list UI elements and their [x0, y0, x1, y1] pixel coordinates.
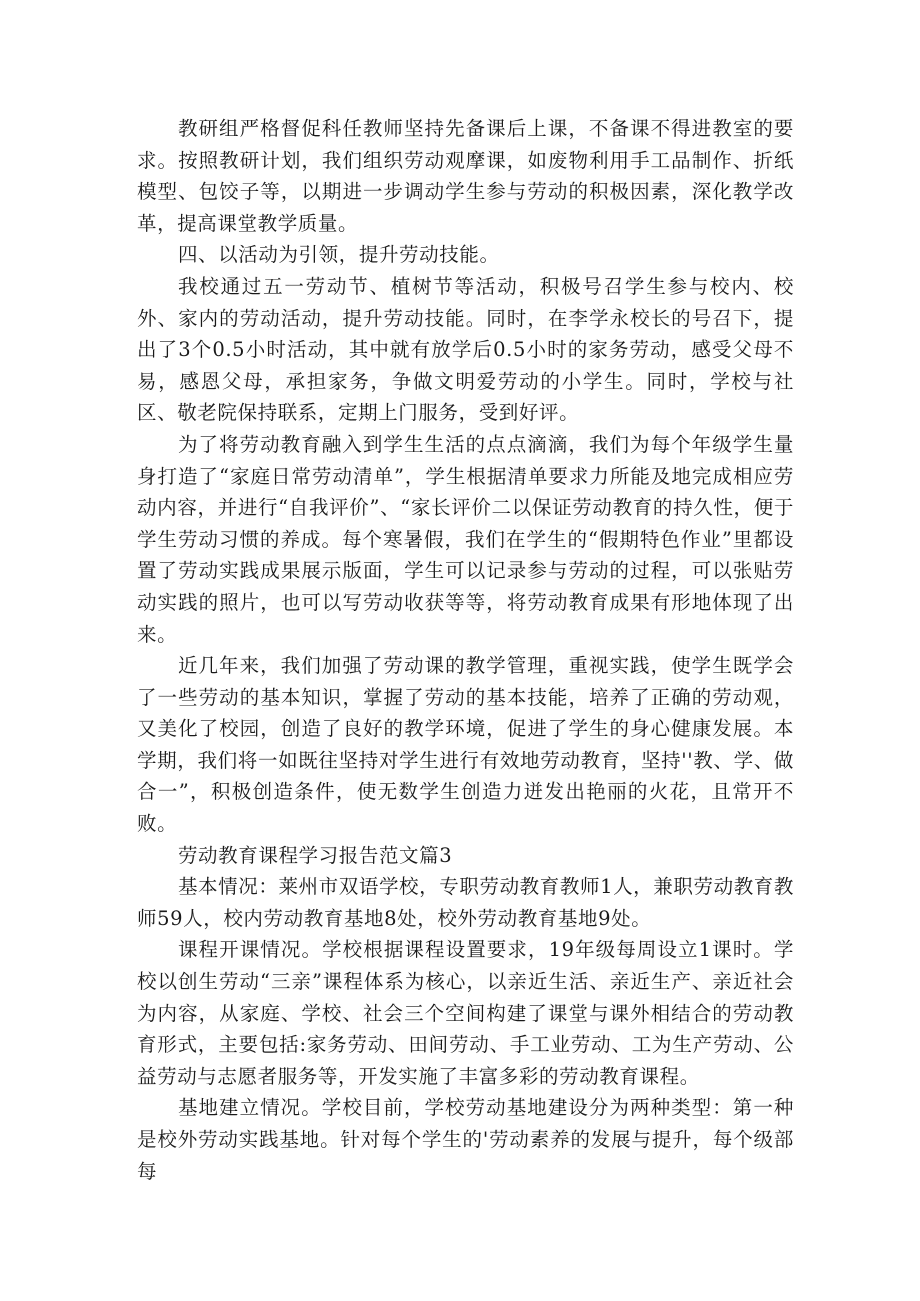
paragraph-course-info: 课程开课情况。学校根据课程设置要求，19年级每周设立1课时。学校以创生劳动“三亲”课程体系为核心，以亲近生活、亲近生产、亲近社会为内容，从家庭、学校、社会三个空间构建了课堂与课外相结合的劳动教育形式，主要包括:家务劳动、田间劳动、手工业劳动、工为生产劳动、公益劳动与志愿者服务等，开发实施了丰富多彩的劳动教育课程。 [137, 938, 794, 1088]
paragraph-labor-day: 我校通过五一劳动节、植树节等活动，积极号召学生参与校内、校外、家内的劳动活动，提升劳动技能。同时，在李学永校长的号召下，提出了3个0.5小时活动，其中就有放学后0.5小时的家务劳动，感受父母不易，感恩父母，承担家务，争做文明爱劳动的小学生。同时，学校与社区、敬老院保持联系，定期上门服务，受到好评。 [137, 274, 794, 425]
paragraph-lesson-prep: 教研组严格督促科任教师坚持先备课后上课，不备课不得进教室的要求。按照教研计划，我们组织劳动观摩课，如废物利用手工品制作、折纸模型、包饺子等，以期进一步调动学生参与劳动的积极因素，深化教学改革，提高课堂教学质量。 [137, 117, 794, 235]
paragraph-recent-years: 近几年来，我们加强了劳动课的教学管理，重视实践，使学生既学会了一些劳动的基本知识，掌握了劳动的基本技能，培养了正确的劳动观，又美化了校园，创造了良好的教学环境，促进了学生的身心健康发展。本学期，我们将一如既往坚持对学生进行有效地劳动教育，坚持''教、学、做合一”，积极创造条件，使无数学生创造力迸发出艳丽的火花，且常开不败。 [137, 654, 794, 836]
paragraph-daily-labor-list: 为了将劳动教育融入到学生生活的点点滴滴，我们为每个年级学生量身打造了“家庭日常劳动清单”，学生根据清单要求力所能及地完成相应劳动内容，并进行“自我评价”、“家长评价二以保证劳动教育的持久性，便于学生劳动习惯的养成。每个寒暑假，我们在学生的“假期特色作业”里都设置了劳动实践成果展示版面，学生可以记录参与劳动的过程，可以张贴劳动实践的照片，也可以写劳动收获等等，将劳动教育成果有形地体现了出来。 [137, 432, 794, 646]
article-title-part-3: 劳动教育课程学习报告范文篇3 [177, 843, 453, 867]
paragraph-base-info: 基地建立情况。学校目前，学校劳动基地建设分为两种类型：第一种是校外劳动实践基地。针对每个学生的'劳动素养的发展与提升，每个级部每 [137, 1096, 794, 1183]
section-heading-activities: 四、以活动为引领，提升劳动技能。 [177, 243, 500, 267]
paragraph-basic-info: 基本情况：莱州市双语学校，专职劳动教育教师1人，兼职劳动教育教师59人，校内劳动教育基地8处，校外劳动教育基地9处。 [137, 875, 794, 930]
document-body [137, 113, 794, 1187]
